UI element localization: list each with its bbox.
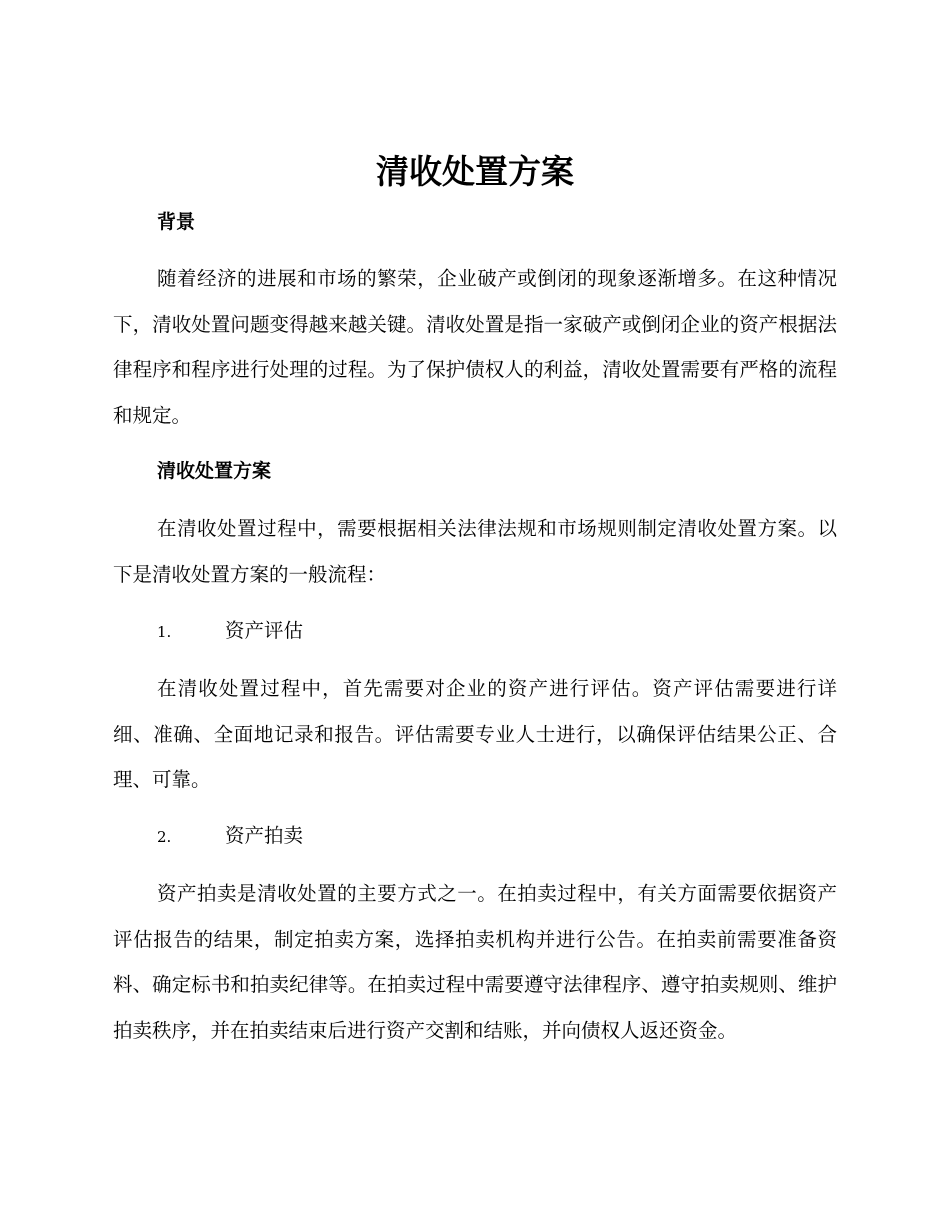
section-heading-plan: 清收处置方案 <box>157 460 272 482</box>
list-item-asset-evaluation <box>157 617 303 646</box>
list-item-asset-auction <box>157 822 303 851</box>
section-heading-background: 背景 <box>157 211 196 233</box>
list-number: 1. <box>157 623 172 641</box>
background-paragraph: 随着经济的进展和市场的繁荣，企业破产或倒闭的现象逐渐增多。在这种情况下，清收处置问题变得越来越关键。清收处置是指一家破产或倒闭企业的资产根据法律程序和程序进行处理的过程。为了保护债权人的利益，清收处置需要有严格的流程和规定。 <box>113 267 837 427</box>
asset-evaluation-paragraph: 在清收处置过程中，首先需要对企业的资产进行评估。资产评估需要进行详细、准确、全面地记录和报告。评估需要专业人士进行，以确保评估结果公正、合理、可靠。 <box>113 677 837 791</box>
list-label: 资产拍卖 <box>225 824 304 847</box>
list-label: 资产评估 <box>225 619 304 642</box>
plan-intro-paragraph: 在清收处置过程中，需要根据相关法律法规和市场规则制定清收处置方案。以下是清收处置方案的一般流程： <box>113 517 837 586</box>
list-number: 2. <box>157 828 172 846</box>
document-title: 清收处置方案 <box>376 152 574 191</box>
asset-auction-paragraph: 资产拍卖是清收处置的主要方式之一。在拍卖过程中，有关方面需要依据资产评估报告的结果，制定拍卖方案，选择拍卖机构并进行公告。在拍卖前需要准备资料、确定标书和拍卖纪律等。在拍卖过程中需要遵守法律程序、遵守拍卖规则、维护拍卖秩序，并在拍卖结束后进行资产交割和结账，并向债权人返还资金。 <box>113 882 837 1042</box>
